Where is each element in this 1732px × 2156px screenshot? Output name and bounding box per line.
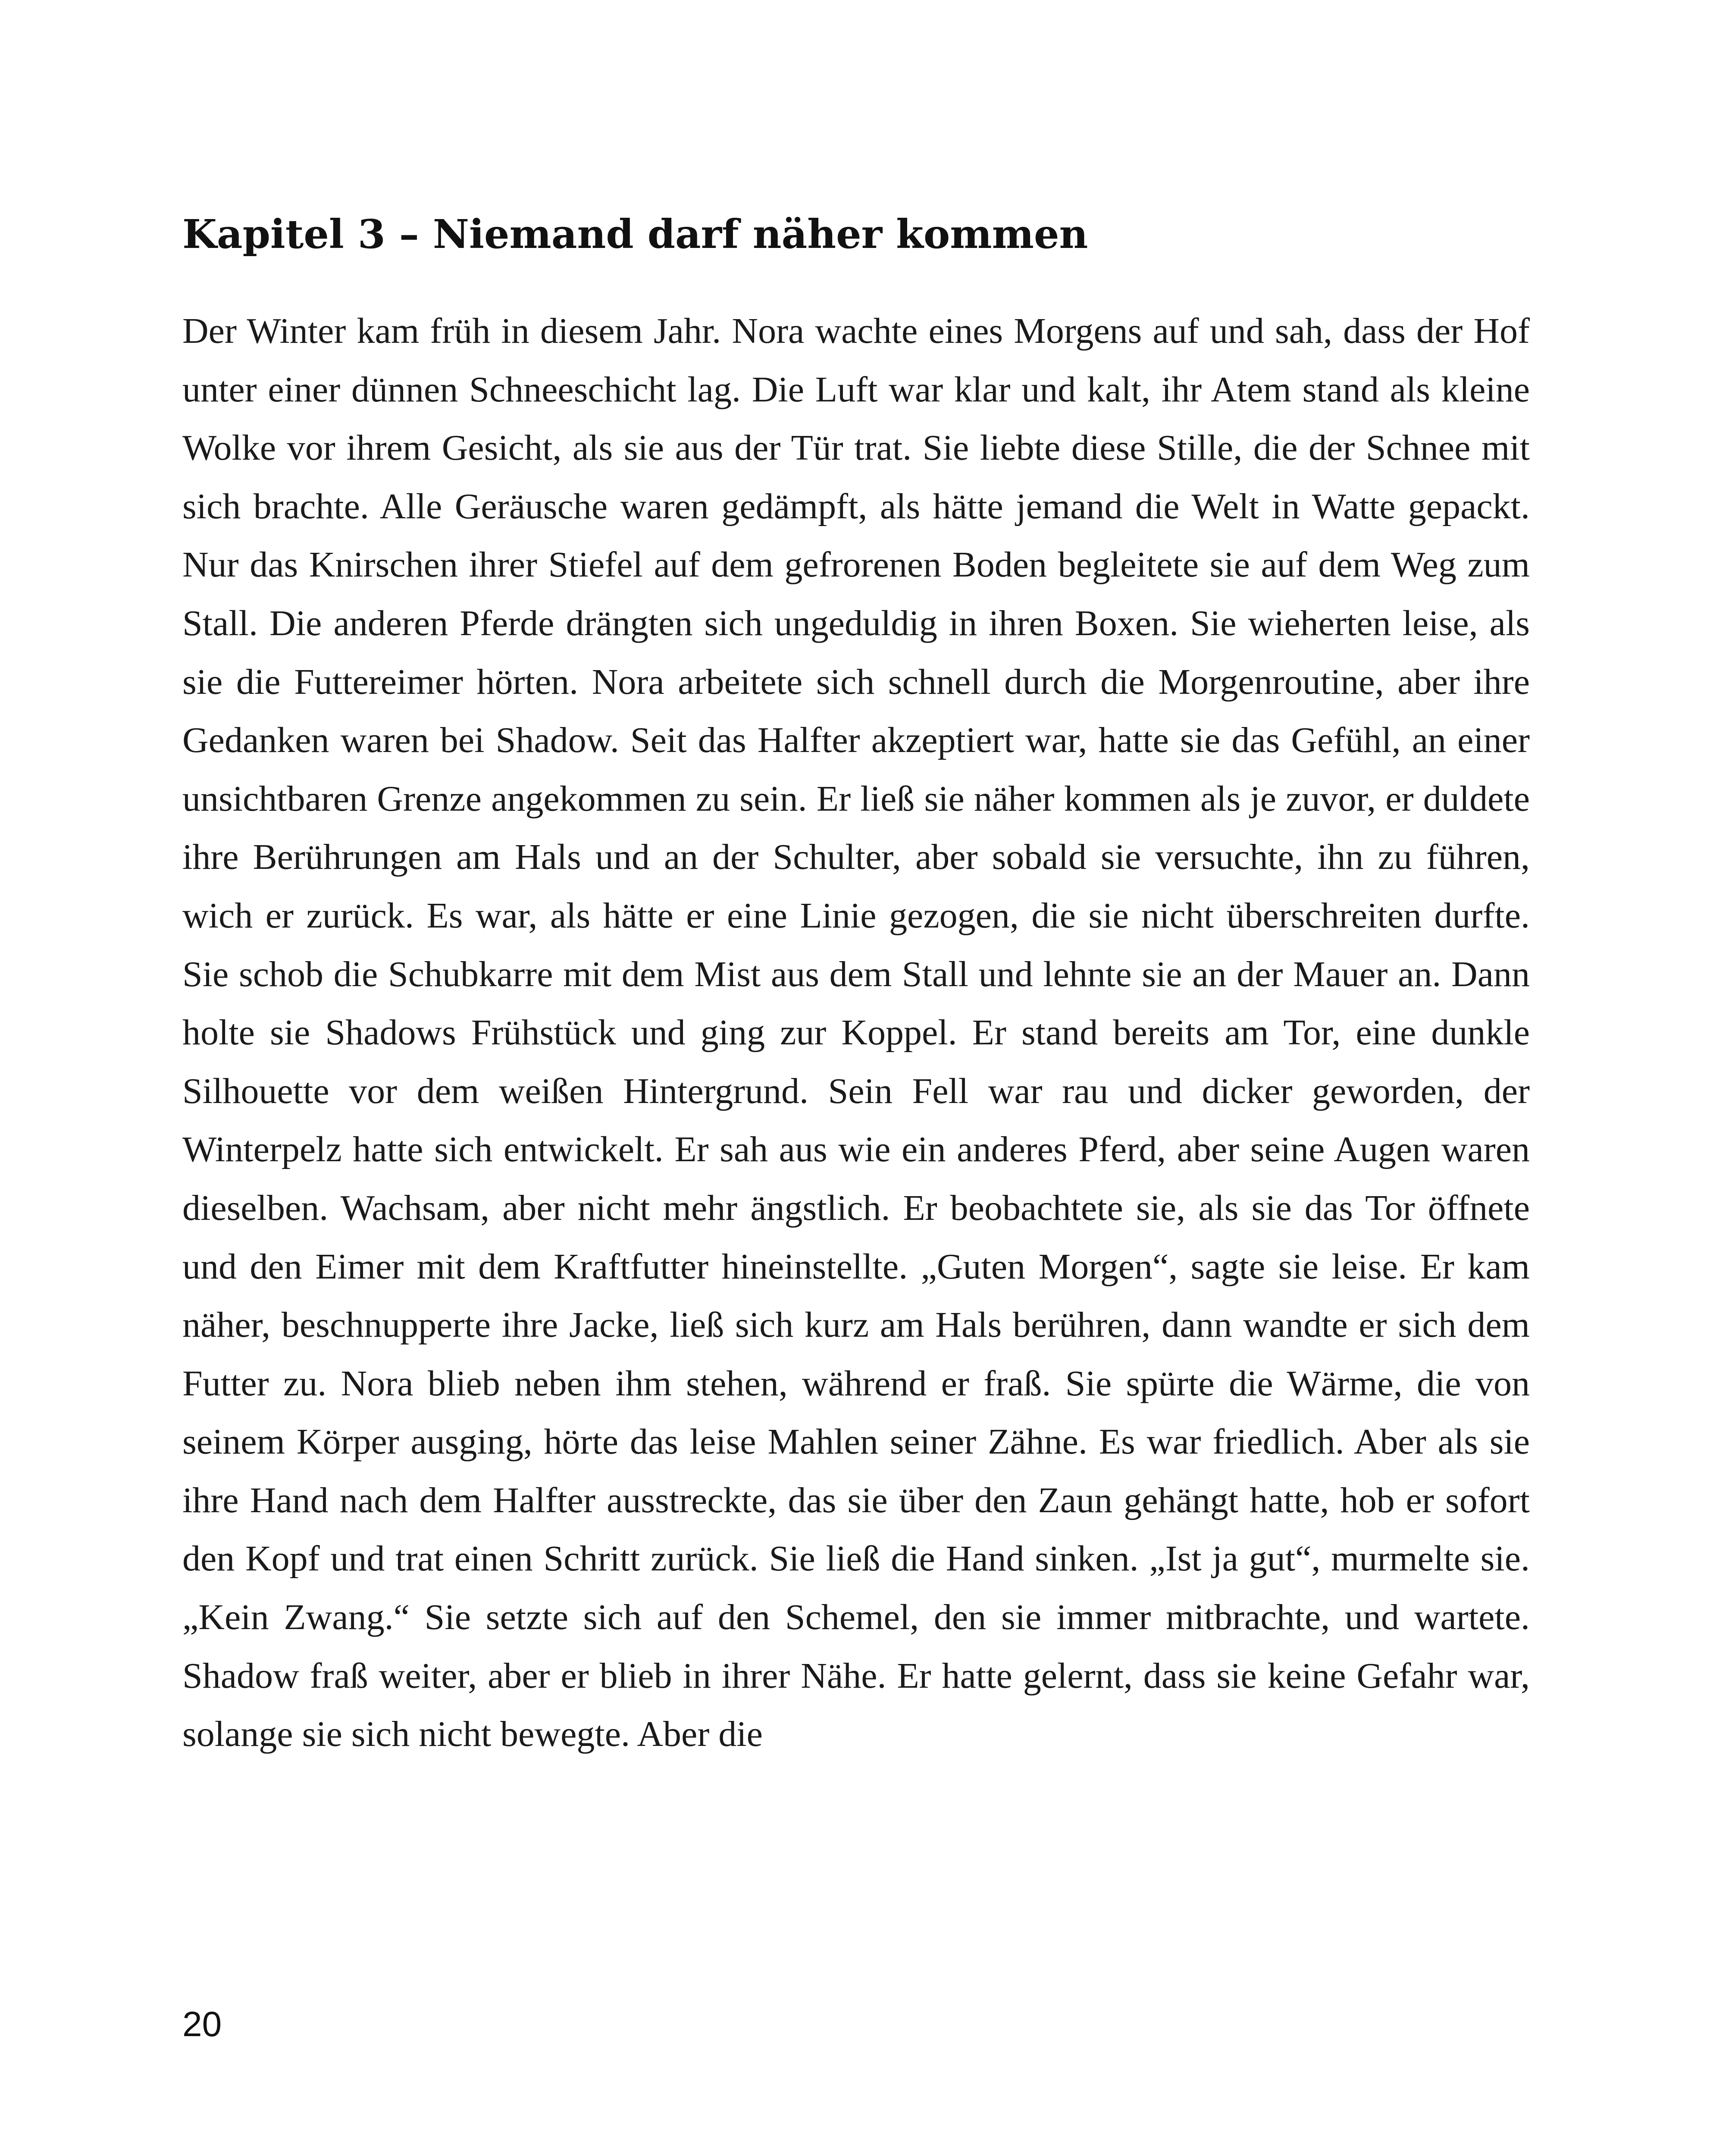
page-number: 20 [182, 2005, 222, 2044]
body-paragraph: Der Winter kam früh in diesem Jahr. Nora wachte eines Morgens auf und sah, dass der Hof unter einer dünnen Schneeschicht lag. Die Luft war klar und kalt, ihr Atem stand als kleine Wolke vor ihrem Gesicht, als sie aus der Tür trat. Sie liebte diese Stille, die der Schnee mit sich brachte. Alle Geräusche waren gedämpft, als hätte jemand die Welt in Watte gepackt. Nur das Knirschen ihrer Stiefel auf dem gefrorenen Boden begleitete sie auf dem Weg zum Stall. Die anderen Pferde drängten sich ungeduldig in ihren Boxen. Sie wieherten leise, als sie die Futtereimer hörten. Nora arbeitete sich schnell durch die Morgenroutine, aber ihre Gedanken waren bei Shadow. Seit das Halfter akzeptiert war, hatte sie das Gefühl, an einer unsichtbaren Grenze angekommen zu sein. Er ließ sie näher kommen als je zuvor, er duldete ihre Berührungen am Hals und an der Schulter, aber sobald sie versuchte, ihn zu führen, wich er zurück. Es war, als hätte er eine Linie gezogen, die sie nicht überschreiten durfte. Sie schob die Schubkarre mit dem Mist aus dem Stall und lehnte sie an der Mauer an. Dann holte sie Shadows Frühstück und ging zur Koppel. Er stand bereits am Tor, eine dunkle Silhouette vor dem weißen Hintergrund. Sein Fell war rau und dicker geworden, der Winterpelz hatte sich entwickelt. Er sah aus wie ein anderes Pferd, aber seine Augen waren dieselben. Wachsam, aber nicht mehr ängstlich. Er beobachtete sie, als sie das Tor öffnete und den Eimer mit dem Kraftfutter hineinstellte. „Guten Morgen“, sagte sie leise. Er kam näher, beschnupperte ihre Jacke, ließ sich kurz am Hals berühren, dann wandte er sich dem Futter zu. Nora blieb neben ihm stehen, während er fraß. Sie spürte die Wärme, die von seinem Körper ausging, hörte das leise Mahlen seiner Zähne. Es war friedlich. Aber als sie ihre Hand nach dem Halfter ausstreckte, das sie über den Zaun gehängt hatte, hob er sofort den Kopf und trat einen Schritt zurück. Sie ließ die Hand sinken. „Ist ja gut“, murmelte sie. „Kein Zwang.“ Sie setzte sich auf den Schemel, den sie immer mitbrachte, und wartete. Shadow fraß weiter, aber er blieb in ihrer Nähe. Er hatte gelernt, dass sie keine Gefahr war, solange sie sich nicht bewegte. Aber die [182, 311, 1530, 1755]
chapter-title: Kapitel 3 – Niemand darf näher kommen [182, 211, 1088, 257]
